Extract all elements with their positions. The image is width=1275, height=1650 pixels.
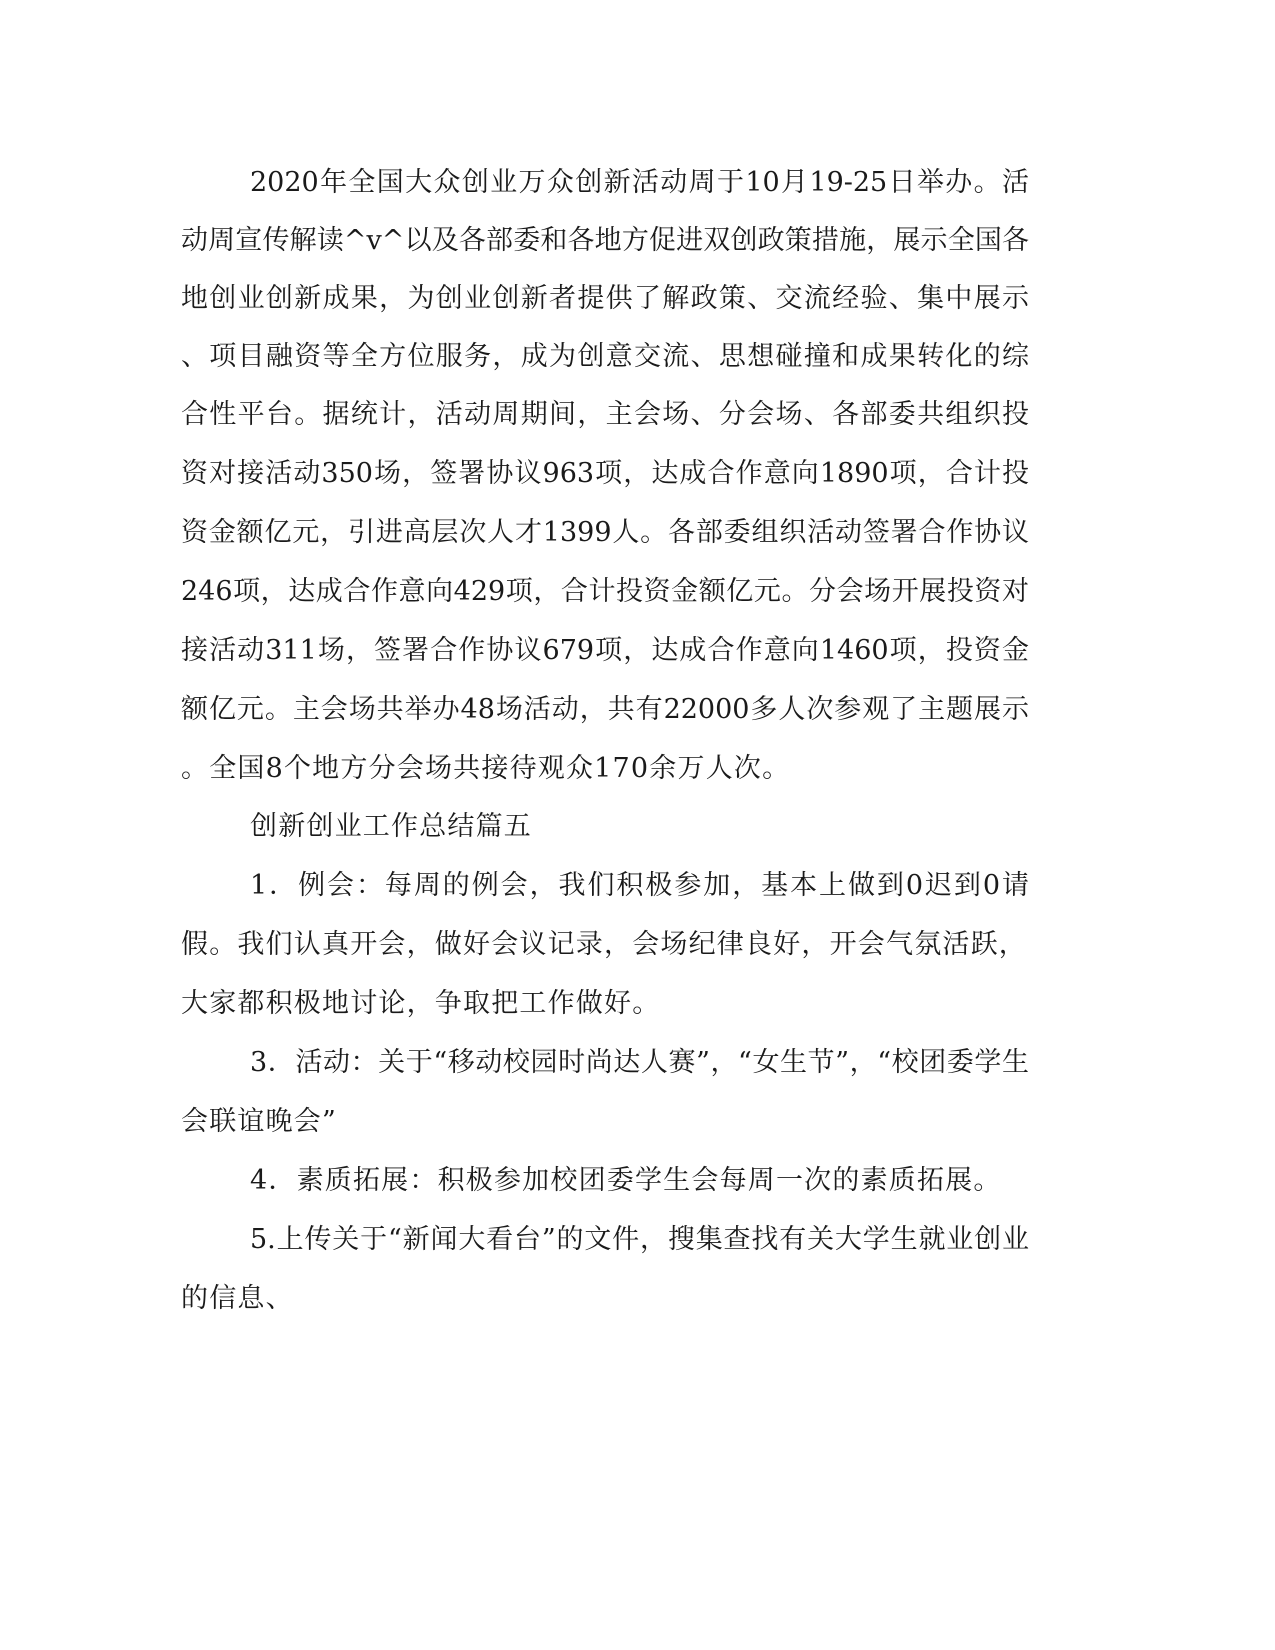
paragraph-1-line-11: 。全国8个地方分会场共接待观众170余万人次。 [181,753,791,784]
paragraph-1-line-3: 地创业创新成果，为创业创新者提供了解政策、交流经验、集中展示 [181,283,1029,314]
item-4-line-1: 4．素质拓展：积极参加校团委学生会每周一次的素质拓展。 [250,1165,1002,1196]
section-heading: 创新创业工作总结篇五 [250,811,532,842]
paragraph-1-line-2: 动周宣传解读^v^以及各部委和各地方促进双创政策措施，展示全国各 [181,225,1029,256]
paragraph-1-line-4: 、项目融资等全方位服务，成为创意交流、思想碰撞和成果转化的综 [181,341,1029,372]
item-5-line-1: 5.上传关于“新闻大看台”的文件，搜集查找有关大学生就业创业 [250,1224,1029,1255]
item-3-line-2: 会联谊晚会” [181,1106,338,1137]
item-3-line-1: 3．活动：关于“移动校园时尚达人赛”，“女生节”，“校团委学生 [250,1047,1029,1078]
item-1-line-2: 假。我们认真开会，做好会议记录，会场纪律良好，开会气氛活跃， [181,929,1027,960]
paragraph-1-line-7: 资金额亿元，引进高层次人才1399人。各部委组织活动签署合作协议 [181,517,1029,548]
paragraph-1-line-8: 246项，达成合作意向429项，合计投资金额亿元。分会场开展投资对 [181,576,1029,607]
paragraph-1-line-1: 2020年全国大众创业万众创新活动周于10月19-25日举办。活 [250,167,1029,198]
paragraph-1-line-5: 合性平台。据统计，活动周期间，主会场、分会场、各部委共组织投 [181,399,1029,430]
item-5-line-2: 的信息、 [181,1283,294,1314]
paragraph-1-line-9: 接活动311场，签署合作协议679项，达成合作意向1460项，投资金 [181,635,1029,666]
item-1-line-3: 大家都积极地讨论，争取把工作做好。 [181,988,661,1019]
item-1-line-1: 1．例会：每周的例会，我们积极参加，基本上做到0迟到0请 [250,870,1029,901]
paragraph-1-line-10: 额亿元。主会场共举办48场活动，共有22000多人次参观了主题展示 [181,694,1029,725]
paragraph-1-line-6: 资对接活动350场，签署协议963项，达成合作意向1890项，合计投 [181,458,1029,489]
